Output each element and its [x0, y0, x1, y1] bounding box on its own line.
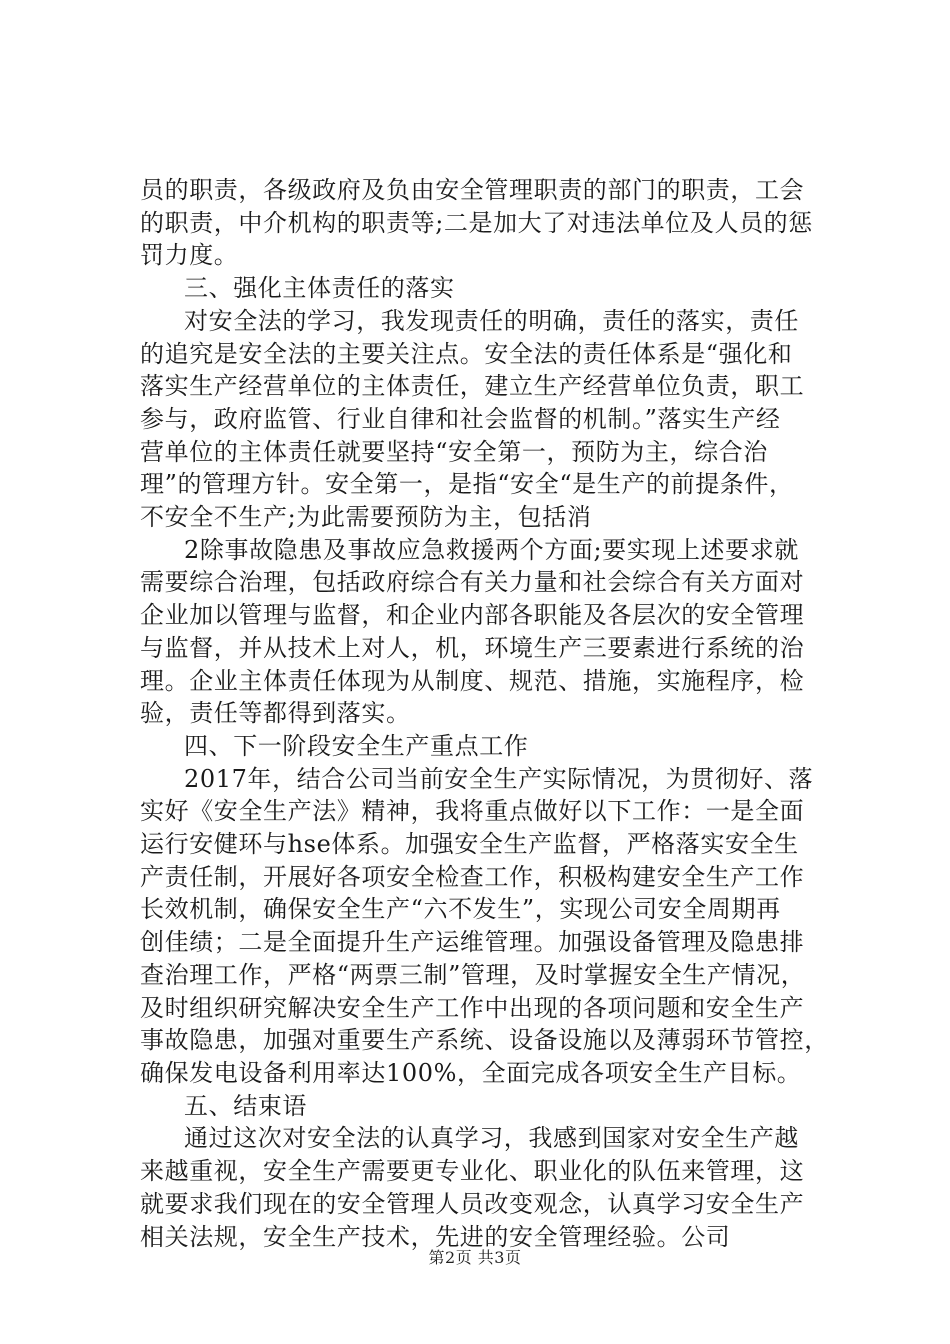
text-line: 需要综合治理，包括政府综合有关力量和社会综合有关方面对: [140, 568, 805, 597]
text-line: 理。企业主体责任体现为从制度、规范、措施，实施程序，检: [140, 666, 805, 695]
document-body: [140, 174, 840, 1253]
text-line: 营单位的主体责任就要坚持“安全第一，预防为主，综合治: [140, 437, 768, 466]
text-line: 不安全不生产;为此需要预防为主，包括消: [140, 503, 592, 532]
text-line: 就要求我们现在的安全管理人员改变观念，认真学习安全生产: [140, 1189, 805, 1218]
text-line: 查治理工作，严格“两票三制”管理，及时掌握安全生产情况，: [140, 960, 806, 989]
text-line: 五、结束语: [184, 1091, 307, 1120]
text-line: 2017年，结合公司当前安全生产实际情况，为贯彻好、落: [184, 764, 814, 793]
text-line: 及时组织研究解决安全生产工作中出现的各项问题和安全生产: [140, 993, 805, 1022]
text-line: 通过这次对安全法的认真学习，我感到国家对安全生产越: [184, 1124, 799, 1153]
text-line: 产责任制，开展好各项安全检查工作，积极构建安全生产工作: [140, 862, 805, 891]
text-line: 员的职责，各级政府及负由安全管理职责的部门的职责，工会: [140, 176, 805, 204]
text-line: 企业加以管理与监督，和企业内部各职能及各层次的安全管理: [140, 601, 805, 630]
text-line: 创佳绩；二是全面提升生产运维管理。加强设备管理及隐患排: [140, 928, 805, 957]
text-line: 四、下一阶段安全生产重点工作: [184, 731, 529, 760]
text-line: 确保发电设备利用率达100%，全面完成各项安全生产目标。: [140, 1058, 802, 1087]
text-line: 与监督，并从技术上对人，机，环境生产三要素进行系统的治: [140, 633, 805, 662]
text-line: 落实生产经营单位的主体责任，建立生产经营单位负责，职工: [140, 372, 805, 401]
text-line: 三、强化主体责任的落实: [184, 274, 455, 303]
text-line: 实好《安全生产法》精神，我将重点做好以下工作：一是全面: [140, 797, 805, 826]
text-line: 参与，政府监管、行业自律和社会监督的机制。”落实生产经: [140, 404, 781, 433]
page-footer: 第2页 共3页: [428, 1248, 522, 1267]
text-line: 来越重视，安全生产需要更专业化、职业化的队伍来管理，这: [140, 1157, 805, 1186]
text-line: 的追究是安全法的主要关注点。安全法的责任体系是“强化和: [140, 339, 793, 368]
text-line: 罚力度。: [140, 241, 239, 270]
text-line: 2除事故隐患及事故应急救援两个方面;要实现上述要求就: [184, 535, 799, 564]
text-line: 对安全法的学习，我发现责任的明确，责任的落实，责任: [184, 306, 799, 335]
text-line: 长效机制，确保安全生产“六不发生”，实现公司安全周期再: [140, 895, 781, 924]
text-line: 理”的管理方针。安全第一，是指“安全“是生产的前提条件，: [140, 470, 794, 499]
text-line: 相关法规，安全生产技术，先进的安全管理经验。公司: [140, 1222, 731, 1251]
text-line: 运行安健环与hse体系。加强安全生产监督，严格落实安全生: [140, 830, 799, 859]
text-line: 事故隐患，加强对重要生产系统、设备设施以及薄弱环节管控，: [140, 1026, 829, 1055]
text-line: 验，责任等都得到落实。: [140, 699, 411, 728]
text-line: 的职责，中介机构的职责等;二是加大了对违法单位及人员的惩: [140, 208, 813, 237]
